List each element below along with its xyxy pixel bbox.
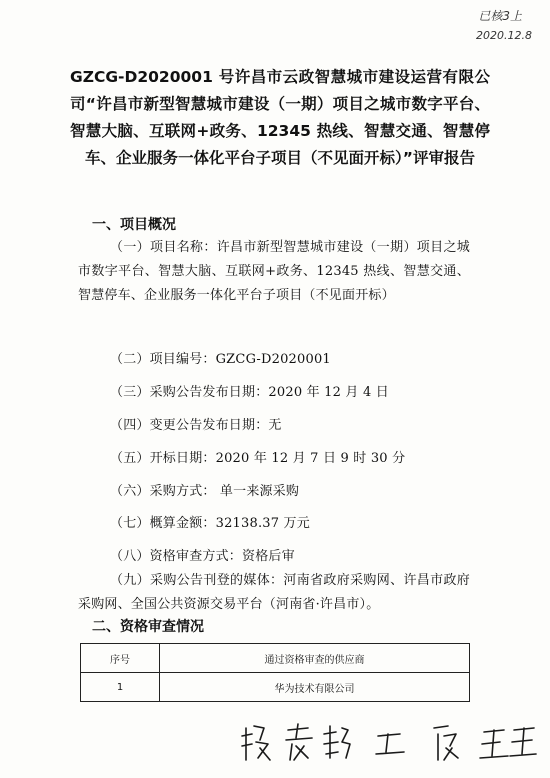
item-announcement-date: （三）采购公告发布日期：2020 年 12 月 4 日 bbox=[110, 385, 389, 400]
handwritten-signatures bbox=[238, 718, 538, 768]
section-heading-overview: 一、项目概况 bbox=[92, 217, 176, 233]
handwritten-note-date: 2020.12.8 bbox=[476, 29, 532, 42]
report-title: GZCG-D2020001 号许昌市云政智慧城市建设运营有限公司“许昌市新型智慧城市建设（一期）项目之城市数字平台、智慧大脑、互联网+政务、12345 热线、智慧交通、智慧停车、企业服务一体化平台子项目（不见面开标）”评审报告 bbox=[70, 68, 490, 167]
item-budget: （七）概算金额：32138.37 万元 bbox=[110, 516, 310, 531]
table-row bbox=[81, 673, 470, 702]
qualification-table bbox=[80, 643, 470, 702]
item-media: （九）采购公告刊登的媒体：河南省政府采购网、许昌市政府采购网、全国公共资源交易平台（河南省·许昌市）。 bbox=[78, 573, 470, 612]
section-heading-qualification: 二、资格审查情况 bbox=[92, 619, 204, 635]
item-project-number: （二）项目编号：GZCG-D2020001 bbox=[110, 352, 331, 367]
item-procurement-method: （六）采购方式： 单一来源采购 bbox=[110, 484, 300, 499]
handwritten-note bbox=[476, 6, 532, 46]
handwritten-note-line1: 已核3上 bbox=[478, 9, 522, 23]
table-header-row bbox=[81, 644, 470, 673]
table-header-cell: 序号 bbox=[81, 644, 160, 673]
table-header-cell: 通过资格审查的供应商 bbox=[160, 644, 470, 673]
item-qualification-method: （八）资格审查方式：资格后审 bbox=[110, 549, 295, 564]
item-change-date: （四）变更公告发布日期：无 bbox=[110, 418, 282, 433]
item-project-name: （一）项目名称：许昌市新型智慧城市建设（一期）项目之城市数字平台、智慧大脑、互联网+政务、12345 热线、智慧交通、智慧停车、企业服务一体化平台子项目（不见面开标） bbox=[78, 240, 470, 303]
table-cell: 1 bbox=[81, 673, 160, 702]
table-cell: 华为技术有限公司 bbox=[160, 673, 470, 702]
item-opening-date: （五）开标日期：2020 年 12 月 7 日 9 时 30 分 bbox=[110, 451, 406, 466]
